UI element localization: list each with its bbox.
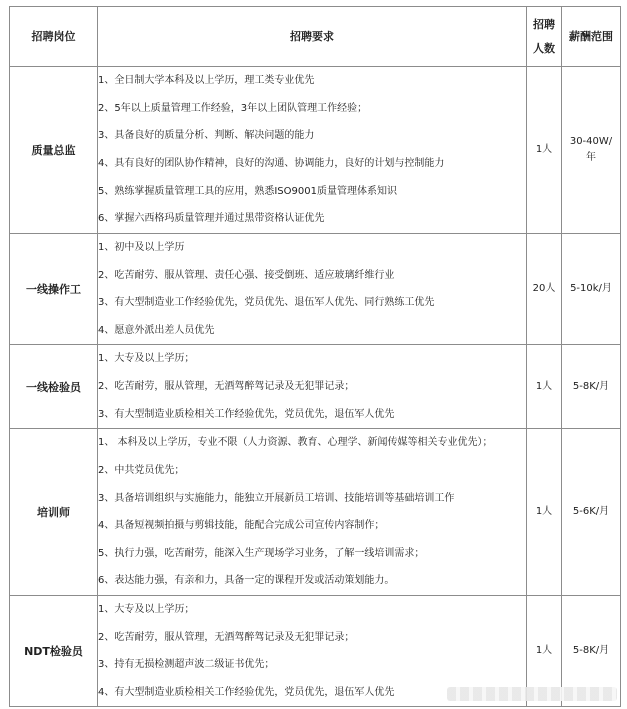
header-position: 招聘岗位 — [10, 7, 98, 67]
salary-line1: 5-10k/月 — [570, 283, 612, 295]
count-cell: 1人 — [527, 67, 562, 234]
requirement-item: 1、大专及以上学历； — [98, 603, 195, 615]
position-cell: 一线操作工 — [10, 234, 98, 345]
salary-line1: 5-8K/月 — [572, 645, 610, 657]
table-row — [10, 234, 621, 345]
count-cell: 1人 — [527, 345, 562, 429]
salary-line1: 5-8K/月 — [572, 380, 610, 392]
salary-cell — [562, 67, 621, 234]
salary-line1: 30-40W/ — [569, 136, 613, 147]
position-cell: 一线检验员 — [10, 345, 98, 429]
table-row — [10, 67, 621, 234]
count-cell: 1人 — [527, 595, 562, 706]
requirement-item: 4、有大型制造业质检相关工作经验优先，党员优先，退伍军人优先 — [98, 686, 395, 698]
requirement-item: 2、吃苦耐劳，服从管理，无酒驾醉驾记录及无犯罪记录； — [98, 381, 355, 393]
count-cell: 20人 — [527, 234, 562, 345]
header-salary: 薪酬范围 — [562, 7, 621, 67]
table-row — [10, 345, 621, 429]
salary-cell — [562, 345, 621, 429]
requirement-item: 3、持有无损检测超声波二级证书优先； — [98, 659, 275, 671]
requirements-cell — [98, 345, 527, 429]
requirement-item: 3、具备培训组织与实施能力，能独立开展新员工培训、技能培训等基础培训工作 — [98, 492, 455, 504]
requirement-item: 5、执行力强，吃苦耐劳，能深入生产现场学习业务，了解一线培训需求； — [98, 547, 425, 559]
requirement-item: 2、5年以上质量管理工作经验，3年以上团队管理工作经验； — [98, 102, 368, 114]
header-count-line1: 招聘 — [533, 17, 555, 31]
header-count-line2: 人数 — [533, 41, 555, 55]
requirements-cell — [98, 429, 527, 596]
header-requirements: 招聘要求 — [98, 7, 527, 67]
requirement-item: 3、有大型制造业工作经验优先，党员优先、退伍军人优先、同行熟练工优先 — [98, 297, 435, 309]
position-cell: 培训师 — [10, 429, 98, 596]
requirements-cell — [98, 67, 527, 234]
requirement-item: 6、表达能力强，有亲和力，具备一定的课程开发或活动策划能力。 — [98, 575, 395, 587]
requirement-item: 2、吃苦耐劳，服从管理，无酒驾醉驾记录及无犯罪记录； — [98, 631, 355, 643]
salary-cell — [562, 429, 621, 596]
table-row — [10, 429, 621, 596]
salary-cell — [562, 234, 621, 345]
position-cell: NDT检验员 — [10, 595, 98, 706]
requirement-item: 4、具有良好的团队协作精神，良好的沟通、协调能力，良好的计划与控制能力 — [98, 158, 445, 169]
count-cell: 1人 — [527, 429, 562, 596]
requirement-item: 3、有大型制造业质检相关工作经验优先，党员优先，退伍军人优先 — [98, 408, 395, 420]
header-count — [527, 7, 562, 67]
requirement-item: 4、愿意外派出差人员优先 — [98, 324, 215, 336]
requirement-item: 4、具备短视频拍摄与剪辑技能，能配合完成公司宣传内容制作； — [98, 520, 385, 532]
requirement-item: 6、掌握六西格玛质量管理并通过黑带资格认证优先 — [98, 213, 325, 225]
requirement-item: 1、初中及以上学历 — [98, 242, 185, 253]
requirement-item: 3、具备良好的质量分析、判断、解决问题的能力 — [98, 130, 315, 142]
requirement-item: 2、吃苦耐劳、服从管理、责任心强、接受倒班、适应玻璃纤维行业 — [98, 269, 395, 281]
requirement-item: 1、全日制大学本科及以上学历，理工类专业优先 — [98, 75, 315, 87]
requirement-item: 2、中共党员优先； — [98, 464, 185, 476]
table-header-row — [10, 7, 621, 67]
position-cell: 质量总监 — [10, 67, 98, 234]
salary-line1: 5-6K/月 — [572, 506, 610, 518]
salary-line2: 年 — [586, 152, 596, 163]
job-openings-table — [9, 6, 621, 707]
requirement-item: 1、大专及以上学历； — [98, 353, 195, 365]
blurred-watermark — [447, 687, 617, 701]
requirement-item: 5、熟练掌握质量管理工具的应用，熟悉ISO9001质量管理体系知识 — [98, 185, 397, 197]
requirements-cell — [98, 234, 527, 345]
requirement-item: 1、 本科及以上学历，专业不限（人力资源、教育、心理学、新闻传媒等相关专业优先）； — [98, 437, 493, 449]
